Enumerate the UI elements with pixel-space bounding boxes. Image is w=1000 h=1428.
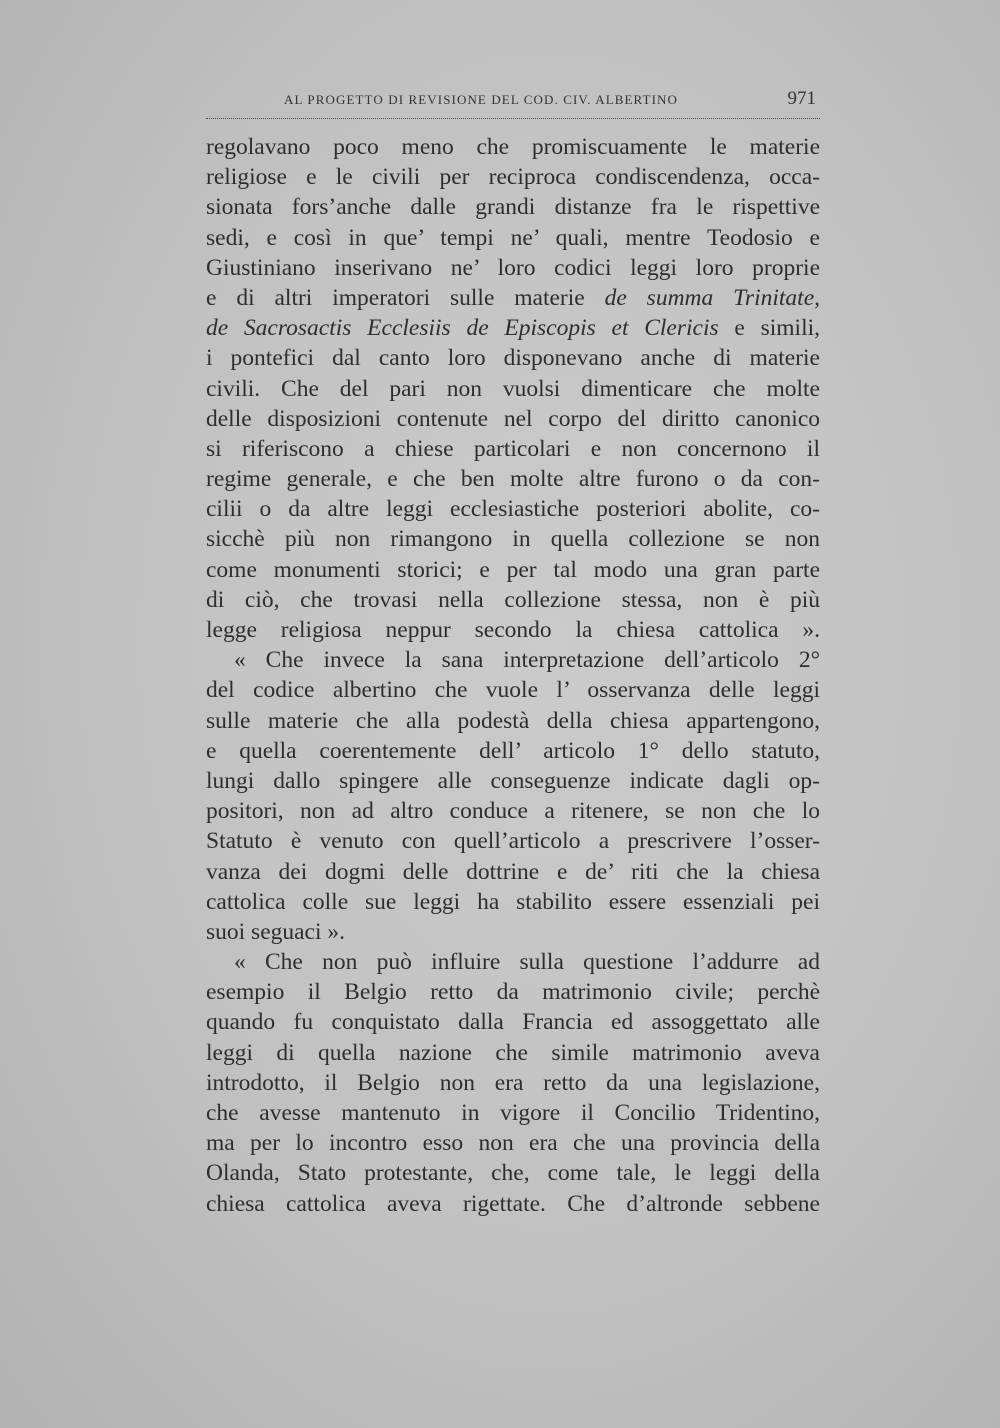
text-line: vanza dei dogmi delle dottrine e de’ riti che la chiesa [206, 858, 820, 885]
text-line: Olanda, Stato protestante, che, come tale, le leggi della [206, 1160, 820, 1187]
text-line: Giustiniano inserivano ne’ loro codici leggi loro proprie [206, 254, 820, 281]
text-line: introdotto, il Belgio non era retto da una legislazione, [206, 1069, 820, 1096]
text-line: sicchè più non rimangono in quella collezione se non [206, 526, 820, 553]
paragraph-start-line: « Che invece la sana interpretazione dell’articolo 2° [234, 647, 820, 674]
text-segment: e simili, [734, 315, 821, 342]
text-line: esempio il Belgio retto da matrimonio civile; perchè [206, 979, 820, 1006]
text-line: ma per lo incontro esso non era che una provincia della [206, 1130, 820, 1157]
text-line: chiesa cattolica aveva rigettate. Che d’altronde sebbene [206, 1190, 820, 1217]
text-line: si riferiscono a chiese particolari e non concernono il [206, 435, 820, 462]
text-line: quando fu conquistato dalla Francia ed assoggettato alle [206, 1009, 820, 1036]
text-line: cilii o da altre leggi ecclesiastiche posteriori abolite, co- [206, 496, 820, 523]
page-number: 971 [787, 88, 816, 109]
text-line: come monumenti storici; e per tal modo una gran parte [206, 556, 820, 583]
text-line: Statuto è venuto con quell’articolo a prescrivere l’osser- [206, 828, 820, 855]
italic-title: de Sacrosactis Ecclesiis de Episcopis et Clericis [206, 315, 719, 342]
body-text [206, 132, 820, 1219]
text-line: di ciò, che trovasi nella collezione stessa, non è più [206, 586, 820, 613]
text-segment: e di altri imperatori sulle materie [206, 284, 585, 311]
running-title: AL PROGETTO DI REVISIONE DEL COD. CIV. ALBERTINO [284, 92, 678, 107]
text-line: i pontefici dal canto loro disponevano anche di materie [206, 345, 820, 372]
text-line: positori, non ad altro conduce a ritenere, se non che lo [206, 798, 820, 825]
italic-title: de summa Trinitate, [604, 284, 820, 311]
text-line: del codice albertino che vuole l’ osservanza delle leggi [206, 677, 820, 704]
text-line: lungi dallo spingere alle conseguenze indicate dagli op- [206, 767, 820, 794]
text-line: civili. Che del pari non vuolsi dimenticare che molte [206, 375, 820, 402]
text-line: leggi di quella nazione che simile matrimonio aveva [206, 1039, 820, 1066]
text-line-with-italic [206, 313, 820, 343]
text-line-with-italic [206, 283, 820, 313]
text-line: e quella coerentemente dell’ articolo 1° dello statuto, [206, 737, 820, 764]
text-line: cattolica colle sue leggi ha stabilito essere essenziali pei [206, 888, 820, 915]
text-line: sionata fors’anche dalle grandi distanze fra le rispettive [206, 194, 820, 221]
text-line: delle disposizioni contenute nel corpo del diritto canonico [206, 405, 820, 432]
paragraph-end-line: suoi seguaci ». [206, 918, 346, 945]
text-line: religiose e le civili per reciproca condiscendenza, occa- [206, 164, 820, 191]
text-line: che avesse mantenuto in vigore il Concilio Tridentino, [206, 1100, 820, 1126]
text-line: legge religiosa neppur secondo la chiesa cattolica ». [206, 617, 820, 643]
text-line: regime generale, e che ben molte altre furono o da con- [206, 466, 820, 493]
text-line: sedi, e così in que’ tempi ne’ quali, mentre Teodosio e [206, 224, 820, 251]
text-line: regolavano poco meno che promiscuamente le materie [206, 134, 820, 160]
text-line: sulle materie che alla podestà della chiesa appartengono, [206, 707, 820, 734]
paragraph-start-line: « Che non può influire sulla questione l’addurre ad [234, 949, 820, 976]
running-header [206, 88, 820, 119]
